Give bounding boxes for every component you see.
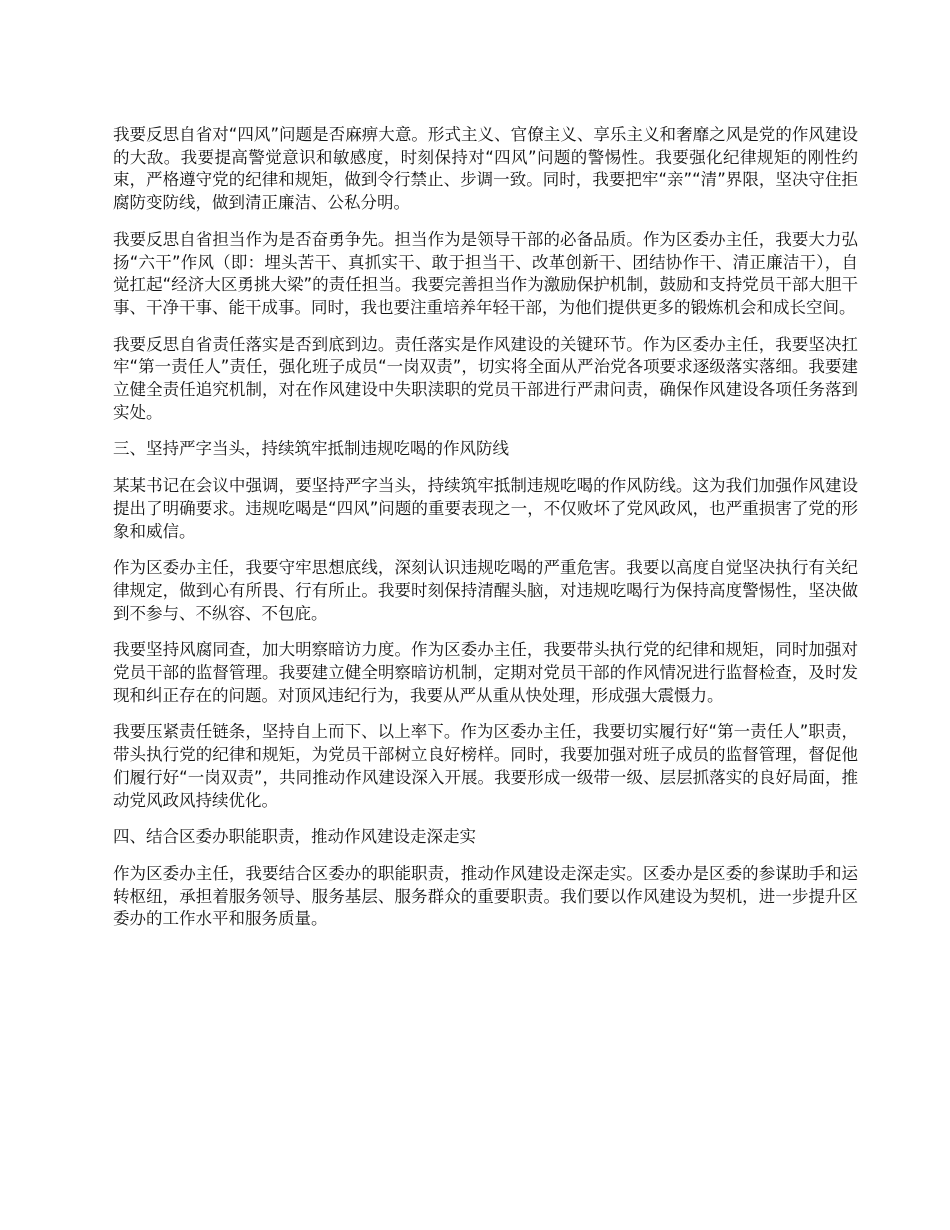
section-heading-three: 三、坚持严字当头，持续筑牢抵制违规吃喝的作风防线 <box>113 439 509 459</box>
paragraph-secretary-emphasis: 某某书记在会议中强调，要坚持严字当头，持续筑牢抵制违规吃喝的作风防线。这为我们加强作风建设提出了明确要求。违规吃喝是“四风”问题的重要表现之一，不仅败坏了党风政风，也严重损害了党的形象和威信。 <box>113 476 858 541</box>
document-page <box>113 124 858 945</box>
paragraph-four-winds: 我要反思自省对“四风”问题是否麻痹大意。形式主义、官僚主义、享乐主义和奢靡之风是党的作风建设的大敌。我要提高警觉意识和敏感度，时刻保持对“四风”问题的警惕性。我要强化纪律规矩的刚性约束，严格遵守党的纪律和规矩，做到令行禁止、步调一致。同时，我要把牢“亲”“清”界限，坚决守住拒腐防变防线，做到清正廉洁、公私分明。 <box>113 125 858 213</box>
paragraph-responsibility-chain: 我要压紧责任链条，坚持自上而下、以上率下。作为区委办主任，我要切实履行好“第一责任人”职责，带头执行党的纪律和规矩，为党员干部树立良好榜样。同时，我要加强对班子成员的监督管理，督促他们履行好“一岗双责”，共同推动作风建设深入开展。我要形成一级带一级、层层抓落实的良好局面，推动党风政风持续优化。 <box>113 722 858 810</box>
paragraph-investigation: 我要坚持风腐同查，加大明察暗访力度。作为区委办主任，我要带头执行党的纪律和规矩，同时加强对党员干部的监督管理。我要建立健全明察暗访机制，定期对党员干部的作风情况进行监督检查，及时发现和纠正存在的问题。对顶风违纪行为，我要从严从重从快处理，形成强大震慑力。 <box>113 640 858 705</box>
paragraph-responsibility-implementation: 我要反思自省责任落实是否到底到边。责任落实是作风建设的关键环节。作为区委办主任，我要坚决扛牢“第一责任人”责任，强化班子成员“一岗双责”，切实将全面从严治党各项要求逐级落实落细。我要建立健全责任追究机制，对在作风建设中失职渎职的党员干部进行严肃问责，确保作风建设各项任务落到实处。 <box>113 334 858 422</box>
section-heading-four: 四、结合区委办职能职责，推动作风建设走深走实 <box>113 827 476 847</box>
paragraph-ideological-baseline: 作为区委办主任，我要守牢思想底线，深刻认识违规吃喝的严重危害。我要以高度自觉坚决执行有关纪律规定，做到心有所畏、行有所止。我要时刻保持清醒头脑，对违规吃喝行为保持高度警惕性，坚决做到不参与、不纵容、不包庇。 <box>113 558 858 623</box>
paragraph-office-functions: 作为区委办主任，我要结合区委办的职能职责，推动作风建设走深走实。区委办是区委的参谋助手和运转枢纽，承担着服务领导、服务基层、服务群众的重要职责。我们要以作风建设为契机，进一步提升区委办的工作水平和服务质量。 <box>113 863 858 929</box>
paragraph-responsibility-action: 我要反思自省担当作为是否奋勇争先。担当作为是领导干部的必备品质。作为区委办主任，我要大力弘扬“六干”作风（即：埋头苦干、真抓实干、敢于担当干、改革创新干、团结协作干、清正廉洁干），自觉扛起“经济大区勇挑大梁”的责任担当。我要完善担当作为激励保护机制，鼓励和支持党员干部大胆干事、干净干事、能干成事。同时，我也要注重培养年轻干部，为他们提供更多的锻炼机会和成长空间。 <box>113 229 858 317</box>
